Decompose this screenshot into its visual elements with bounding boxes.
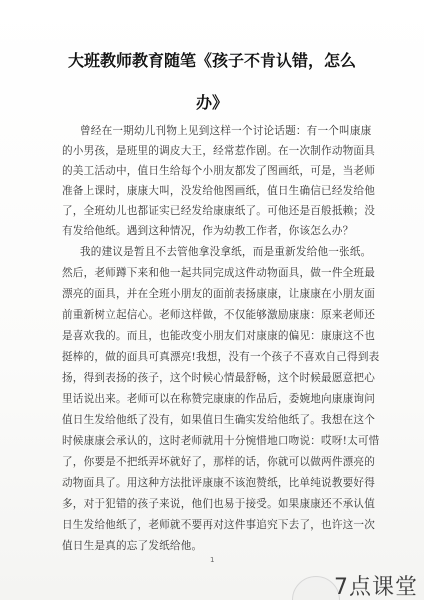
paragraph-line: 的小男孩，是班里的调皮大王，经常惹作剧。在一次制作动物面具 xyxy=(62,145,376,157)
paragraph-line: 的美工活动中，值日生给每个小朋友都发了图画纸，可是，当老师 xyxy=(62,165,376,177)
paragraph-line: 多，对于犯错的孩子来说，他们也易于接受。如果康康还不承认值 xyxy=(62,498,376,510)
paragraph-line: 了，你要是不把纸弄坏就好了，那样的话，你就可以做两件漂亮的 xyxy=(62,456,376,468)
paragraph-line: 准备上课时，康康大叫，没发给他图画纸，值日生确信已经发给他 xyxy=(62,185,376,197)
paragraph-line: 是喜欢我的。而且，也能改变小朋友们对康康的偏见：康康这不也 xyxy=(62,330,376,342)
watermark-ring-icon xyxy=(292,576,340,600)
paragraph-line: 值日生是真的忘了发纸给他。 xyxy=(62,540,203,552)
document-title-line-1: 大班教师教育随笔《孩子不肯认错，怎么 xyxy=(67,51,356,70)
paragraph-line: 了，全班幼儿也都证实已经发给康康纸了。可他还是百般抵赖；没 xyxy=(62,205,376,217)
paragraph-line: 曾经在一期幼儿刊物上见到这样一个讨论话题：有一个叫康康 xyxy=(80,125,372,137)
watermark-text: 7点课堂 xyxy=(334,575,418,600)
paragraph-line: 然后，老师蹲下来和他一起共同完成这件动物面具，做一件全班最 xyxy=(62,267,376,279)
paragraph-line: 前重新树立起信心。老师这样做，不仅能够激励康康：原来老师还 xyxy=(62,309,376,321)
paragraph-line: 动物面具了。用这种方法批评康康不该泡赞纸，比单纯说教要好得 xyxy=(62,477,376,489)
paragraph-line: 我的建议是暂且不去管他拿没拿纸，而是重新发给他一张纸。 xyxy=(80,246,372,258)
paragraph-line: 挺棒的，做的面具可真漂亮!我想，没有一个孩子不喜欢自己得到表 xyxy=(62,351,380,363)
page-number: 1 xyxy=(210,556,215,564)
paragraph-line: 时候康康会承认的，这时老师就用十分惋惜地口吻说：哎呀!太可惜 xyxy=(62,435,380,447)
paragraph-line: 漂亮的面具，并在全班小朋友的面前表扬康康，让康康在小朋友面 xyxy=(62,288,376,300)
paragraph-line: 值日生发给他纸了没有，如果值日生确实发给他纸了。我想在这个 xyxy=(62,414,376,426)
paragraph-line: 有发给他纸。遇到这种情况，作为幼教工作者，你该怎么办？ xyxy=(62,225,354,237)
watermark-logo xyxy=(0,566,424,600)
paragraph-line: 里话说出来。老师可以在称赞完康康的作品后，委婉地向康康询问 xyxy=(62,393,376,405)
paragraph-line: 扬，得到表扬的孩子，这个时候心情最舒畅，这个时候最愿意把心 xyxy=(62,372,376,384)
document-title-line-2: 办》 xyxy=(195,93,228,112)
paragraph-line: 日生发给他纸了，老师就不要再对这件事追究下去了，也许这一次 xyxy=(62,519,376,531)
